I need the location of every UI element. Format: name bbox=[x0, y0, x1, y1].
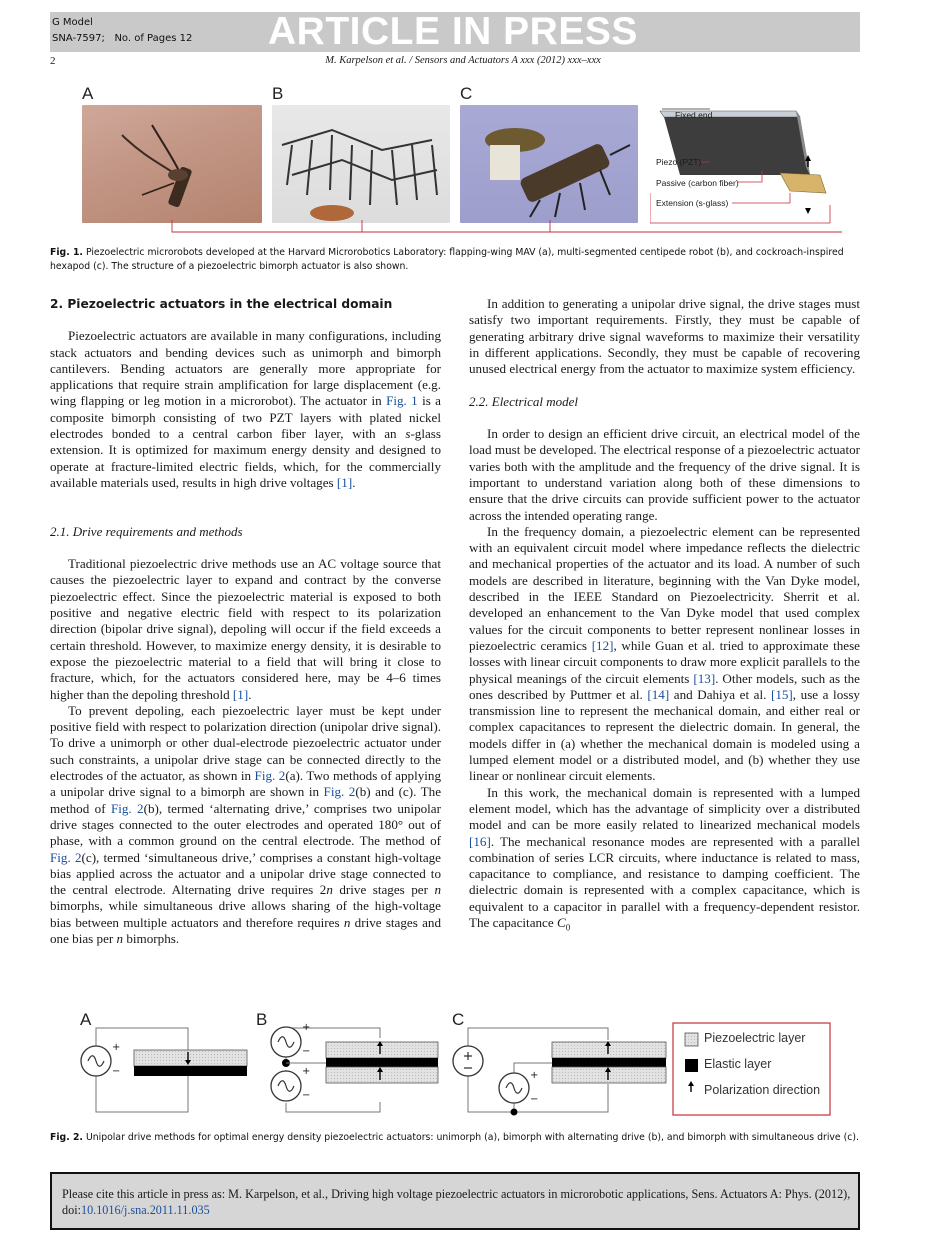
fig2-c-minus: − bbox=[530, 1094, 539, 1105]
fig2-caption-text: Unipolar drive methods for optimal energy density piezoelectric actuators: unimorph (a), bimorph with alternating drive (b), and bimorph with simultaneous drive (c). bbox=[85, 1132, 859, 1143]
citation-12-link[interactable]: [12] bbox=[591, 637, 614, 653]
section-2-heading: 2. Piezoelectric actuators in the electrical domain bbox=[50, 297, 393, 311]
fig2-link-b[interactable]: Fig. 2 bbox=[323, 784, 356, 800]
section-2-paragraph-1: Piezoelectric actuators are available in many configurations, including stack actuators and bending devices such as unimorph and bimorph cantilevers. Bending actuators are generally more appropriate for applications that require strain amplification for large displacement (e.g. wing flapping or leg motion in a microrobot). The actuator in Fig. 1 is a composite bimorph consisting of two PZT layers with plated nickel electrodes bonded to a central carbon fiber layer, with an s-glass extension. It is optimized for maximum energy density and designed to operate at fracture-limited electric fields, which, for the commercially available materials used, results in high drive voltages [1]. bbox=[50, 328, 441, 490]
fig1-link[interactable]: Fig. 1 bbox=[386, 393, 418, 409]
section-2-2-paragraph-3: In this work, the mechanical domain is represented with a lumped element model, which has the advantage of simplicity over a distributed model and can be more easily related to linearized mechanical models [16]. The mechanical resonance modes are represented with a parallel combination of series LCR circuits, where inductance is related to mass, capacitance to compliance, and resistance to damping coefficient. The dielectric domain is represented with a complex capacitance, which is equivalent to a capacitor in parallel with a frequency-dependent resistor. The capacitance $C_0$ bbox=[469, 784, 860, 933]
fig2-c-plus: + bbox=[530, 1070, 539, 1081]
fig2-a-minus: − bbox=[112, 1066, 121, 1077]
fig2-panel-b-label: B bbox=[256, 1010, 268, 1029]
right-paragraph-1: In addition to generating a unipolar drive signal, the drive stages must satisfy two important requirements. Firstly, they must be capable of generating arbitrary drive signal waveforms to maximize their versatility in different applications. Secondly, they must be capable of recovering unused electrical energy from the actuator to maximize system efficiency. bbox=[469, 296, 860, 377]
section-2-1-paragraph-1: Traditional piezoelectric drive methods use an AC voltage source that causes the piezoelectric layer to expand and contract by the converse piezoelectric effect. Since the piezoelectric material is exposed to both positive and negative electric field with respect to its polarization direction (bipolar drive signal), depoling will occur if the field exceeds a certain threshold. However, to maximize energy density, it is desirable to expose the piezoelectric material to a field that will bring it close to fracture, which, for the actuators considered here, may be 4–6 times higher than the depoling threshold [1]. bbox=[50, 556, 441, 702]
section-2-1-paragraph-2: To prevent depoling, each piezoelectric layer must be kept under positive field with respect to polarization direction (unipolar drive signal). To drive a unimorph or other dual-electrode piezoelectric actuator under such constraints, a unipolar drive stage can be connected directly to the electrodes of the actuator, as shown in Fig. 2(a). Two methods of applying a unipolar drive signal to a bimorph are shown in Fig. 2(b) and (c). The method of Fig. 2(b), termed ‘alternating drive,’ comprises two unipolar drive stages connected to the outer electrodes and operated 180° out of phase, with a common ground on the central electrode. The method of Fig. 2(c), termed ‘simultaneous drive,’ comprises a constant high-voltage bias applied across the actuator and a unipolar drive stage connected to the central electrode. Alternating drive requires 2n drive stages per n bimorphs, while simultaneous drive allows sharing of the high-voltage bias between multiple actuators and therefore requires n drive stages and one bias per n bimorphs. bbox=[50, 702, 442, 946]
mav-photo bbox=[82, 105, 262, 223]
citation-text: Please cite this article in press as: M. Karpelson, et al., Driving high voltage piezoelectric actuators in microrobotic applications, Sens. Actuators A: Phys. (2012), doi:10.1016/j.sna.2011.11.035 bbox=[62, 1187, 851, 1217]
fig1-panel-b-label: B bbox=[272, 84, 284, 103]
section-2-2-heading: 2.2. Electrical model bbox=[469, 393, 579, 409]
legend-polarization-direction: Polarization direction bbox=[704, 1083, 821, 1097]
article-code: SNA-7597; bbox=[52, 33, 105, 44]
model-line: G Model bbox=[52, 17, 93, 28]
fig1-caption-label: Fig. 1. bbox=[50, 247, 83, 258]
fig2-a-plus: + bbox=[112, 1042, 121, 1053]
fig2-b-minus-bottom: − bbox=[302, 1090, 311, 1101]
banner-title: ARTICLE IN PRESS bbox=[268, 10, 638, 53]
fig2-link-a[interactable]: Fig. 2 bbox=[254, 768, 286, 784]
centipede-robot-icon bbox=[272, 105, 450, 223]
fig1-panel-c-label: C bbox=[460, 84, 473, 103]
legend-piezoelectric-layer: Piezoelectric layer bbox=[704, 1031, 806, 1045]
fig2-panel-c-label: C bbox=[452, 1010, 465, 1029]
page-number: 2 bbox=[50, 55, 56, 67]
page-count: No. of Pages 12 bbox=[114, 33, 193, 44]
section-2-2-paragraph-2: In the frequency domain, a piezoelectric element can be represented with an equivalent circuit model where impedance reflects the dielectric and mechanical properties of the actuator and its load. A number of such models are described in literature, beginning with the Van Dyke model, described in the IEEE Standard on Piezoelectricity. Sherrit et al. developed an enhancement to the Van Dyke model that used complex values for the circuit components to better represent nonlinear losses in piezoelectric ceramics [12], while Guan et al. tried to approximate these losses with linear circuit components to draw more explicit parallels to the physical meanings of the circuit elements [13]. Other models, such as the ones described by Puttmer et al. [14] and Dahiya et al. [15], use a lossy transmission line to represent the mechanical domain, and either real or complex capacitances to represent the dielectric domain. In general, the models differ in (a) whether the mechanical domain is modeled using a lumped element model or a distributed model, and (b) whether they use linear or nonlinear circuit elements. bbox=[469, 523, 860, 784]
fig2-panel-a-label: A bbox=[80, 1010, 92, 1029]
legend-elastic-layer: Elastic layer bbox=[704, 1057, 772, 1071]
fig2-b-plus-top: + bbox=[302, 1022, 311, 1033]
right-column bbox=[469, 296, 860, 936]
label-extension: Extension (s-glass) bbox=[656, 198, 729, 208]
fig2-caption-label: Fig. 2. bbox=[50, 1132, 83, 1143]
doi-link[interactable]: 10.1016/j.sna.2011.11.035 bbox=[80, 1203, 210, 1217]
section-2-1-heading: 2.1. Drive requirements and methods bbox=[50, 523, 243, 539]
figure-2-caption bbox=[50, 1131, 860, 1145]
citation-14-link[interactable]: [14] bbox=[647, 686, 670, 702]
fig2-link-d[interactable]: Fig. 2 bbox=[50, 849, 82, 865]
citation-13-link[interactable]: [13] bbox=[693, 670, 716, 686]
citation-1-link-b[interactable]: [1] bbox=[232, 686, 249, 702]
fig2-b-minus-top: − bbox=[302, 1046, 311, 1057]
citation-15-link[interactable]: [15] bbox=[770, 686, 793, 702]
figure-1-caption bbox=[50, 246, 860, 274]
citation-1-link[interactable]: [1] bbox=[336, 474, 353, 490]
article-in-press-banner bbox=[50, 12, 860, 52]
left-column bbox=[50, 296, 441, 947]
mav-insect-icon bbox=[82, 105, 262, 223]
label-passive: Passive (carbon fiber) bbox=[656, 178, 739, 188]
journal-model-info bbox=[50, 15, 192, 47]
figure-2 bbox=[0, 1008, 926, 1120]
centipede-photo bbox=[272, 105, 450, 223]
fig2-b-plus-bottom: + bbox=[302, 1066, 311, 1077]
label-fixed-end: Fixed end bbox=[675, 110, 713, 120]
figure-1 bbox=[0, 80, 926, 240]
fig1-caption-text: Piezoelectric microrobots developed at the Harvard Microrobotics Laboratory: flapping-wing MAV (a), multi-segmented centipede robot (b), and cockroach-inspired hexapod (c). The structure of a piezoelectric bimorph actuator is also shown. bbox=[50, 247, 844, 272]
label-piezo: Piezo (PZT) bbox=[656, 157, 702, 167]
section-2-2-paragraph-1: In order to design an efficient drive circuit, an electrical model of the load must be developed. The electrical response of a piezoelectric actuator varies both with the amplitude and the frequency of the drive signal. It is important to understand variation along both of these dimensions to ensure that the drive circuits can provide sufficient power to the actuator across the intended operating range. bbox=[469, 426, 860, 523]
citation-16-link[interactable]: [16] bbox=[469, 833, 491, 849]
citation-box bbox=[50, 1172, 860, 1230]
running-title: M. Karpelson et al. / Sensors and Actuators A xxx (2012) xxx–xxx bbox=[325, 55, 601, 66]
hexapod-photo bbox=[460, 105, 638, 223]
hexapod-robot-icon bbox=[460, 105, 638, 223]
fig2-link-c[interactable]: Fig. 2 bbox=[110, 800, 144, 816]
fig1-panel-a-label: A bbox=[82, 84, 94, 103]
fig1-bracket bbox=[82, 220, 842, 236]
